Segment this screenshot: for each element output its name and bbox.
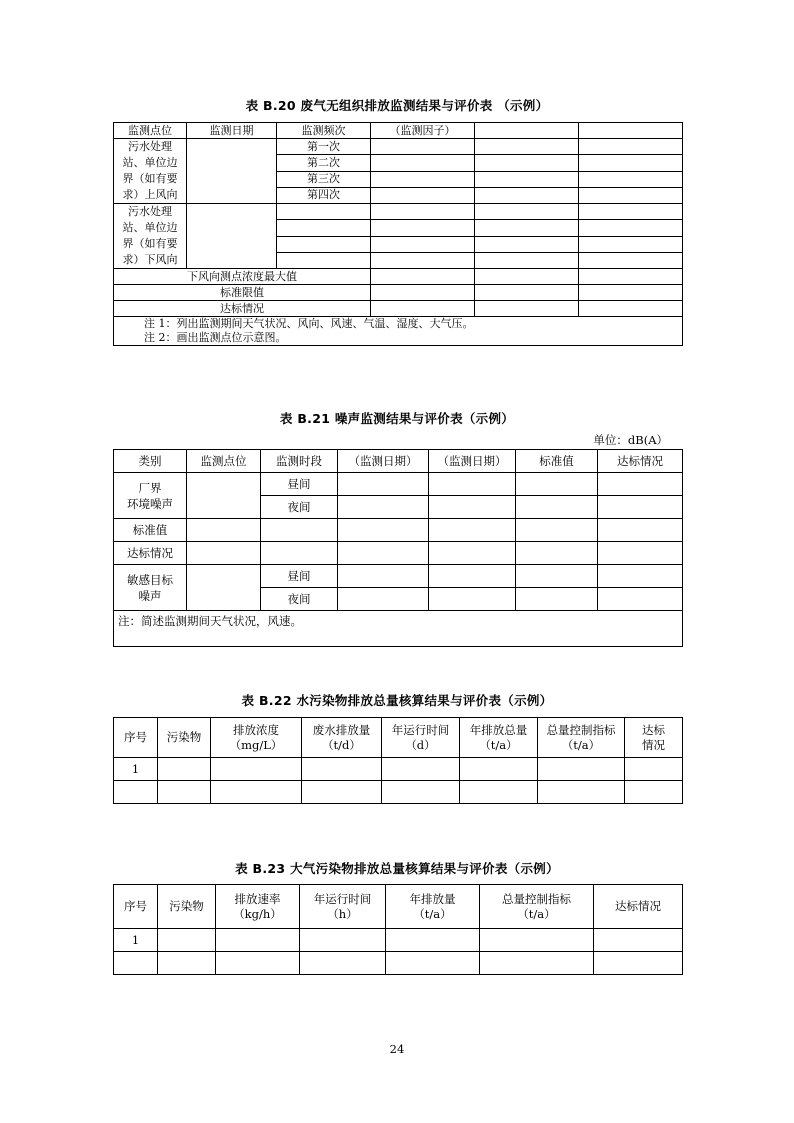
unit-label: 单位：dB(A） [593,433,668,447]
table-b20-caption: 表 B.20 废气无组织排放监测结果与评价表 （示例） [245,98,549,113]
table-b21-caption: 表 B.21 噪声监测结果与评价表（示例） [279,411,515,426]
downwind-cell: 污水处理 站、单位边 界（如有要 求）下风向 [114,204,187,269]
table-b21: 类别 监测点位 监测时段 （监测日期） （监测日期） 标准值 达标情况 厂界 环境噪声 昼间 夜间 标准值 达标情况 敏感目标 噪声 昼间 夜间 注：简述监测期间天气状况，风速。 [113,449,683,647]
status-row: 达标情况 [114,301,371,317]
table-b23-caption: 表 B.23 大气污染物排放总量核算结果与评价表（示例） [235,861,559,876]
table-b22: 序号 污染物 排放浓度 （mg/L） 废水排放量 （t/d） 年运行时间 （d） 年排放总量 （t/a） 总量控制指标 （t/a） 达标 情况 1 [113,717,683,804]
notes-cell: 注 1：列出监测期间天气状况、风向、风速、气温、湿度、大气压。 注 2：画出监测点位示意图。 [114,317,683,346]
table-b23: 序号 污染物 排放速率 （kg/h） 年运行时间 （h） 年排放量 （t/a） 总量控制指标 （t/a） 达标情况 1 [113,884,683,975]
max-concentration-row: 下风向测点浓度最大值 [114,269,371,285]
page-number: 24 [389,1042,405,1056]
boundary-noise-cell: 厂界 环境噪声 [114,473,187,519]
table-header-row: 监测点位 监测日期 监测频次 （监测因子） [114,123,683,139]
table-b20: 监测点位 监测日期 监测频次 （监测因子） 污水处理 站、单位边 界（如有要 求）上风向 第一次 第二次 第三次 第四次 污水处理 站、单位边 界（如有要 求）下风向 下风向测点浓度最大值 标准限值 达标情况 注 1：列出监测期间天气状况、风向、风速、气温、湿度、大气压。 注 2：画出监测点位示意图。 [113,122,683,346]
table-b22-caption: 表 B.22 水污染物排放总量核算结果与评价表（示例） [241,693,553,708]
table-header-row: 序号 污染物 排放浓度 （mg/L） 废水排放量 （t/d） 年运行时间 （d） 年排放总量 （t/a） 总量控制指标 （t/a） 达标 情况 [114,718,683,758]
limit-row: 标准限值 [114,285,371,301]
sensitive-noise-cell: 敏感目标 噪声 [114,565,187,611]
notes-cell: 注：简述监测期间天气状况，风速。 [114,611,683,647]
table-header-row: 类别 监测点位 监测时段 （监测日期） （监测日期） 标准值 达标情况 [114,450,683,473]
upwind-cell: 污水处理 站、单位边 界（如有要 求）上风向 [114,139,187,204]
table-header-row: 序号 污染物 排放速率 （kg/h） 年运行时间 （h） 年排放量 （t/a） 总量控制指标 （t/a） 达标情况 [114,885,683,929]
